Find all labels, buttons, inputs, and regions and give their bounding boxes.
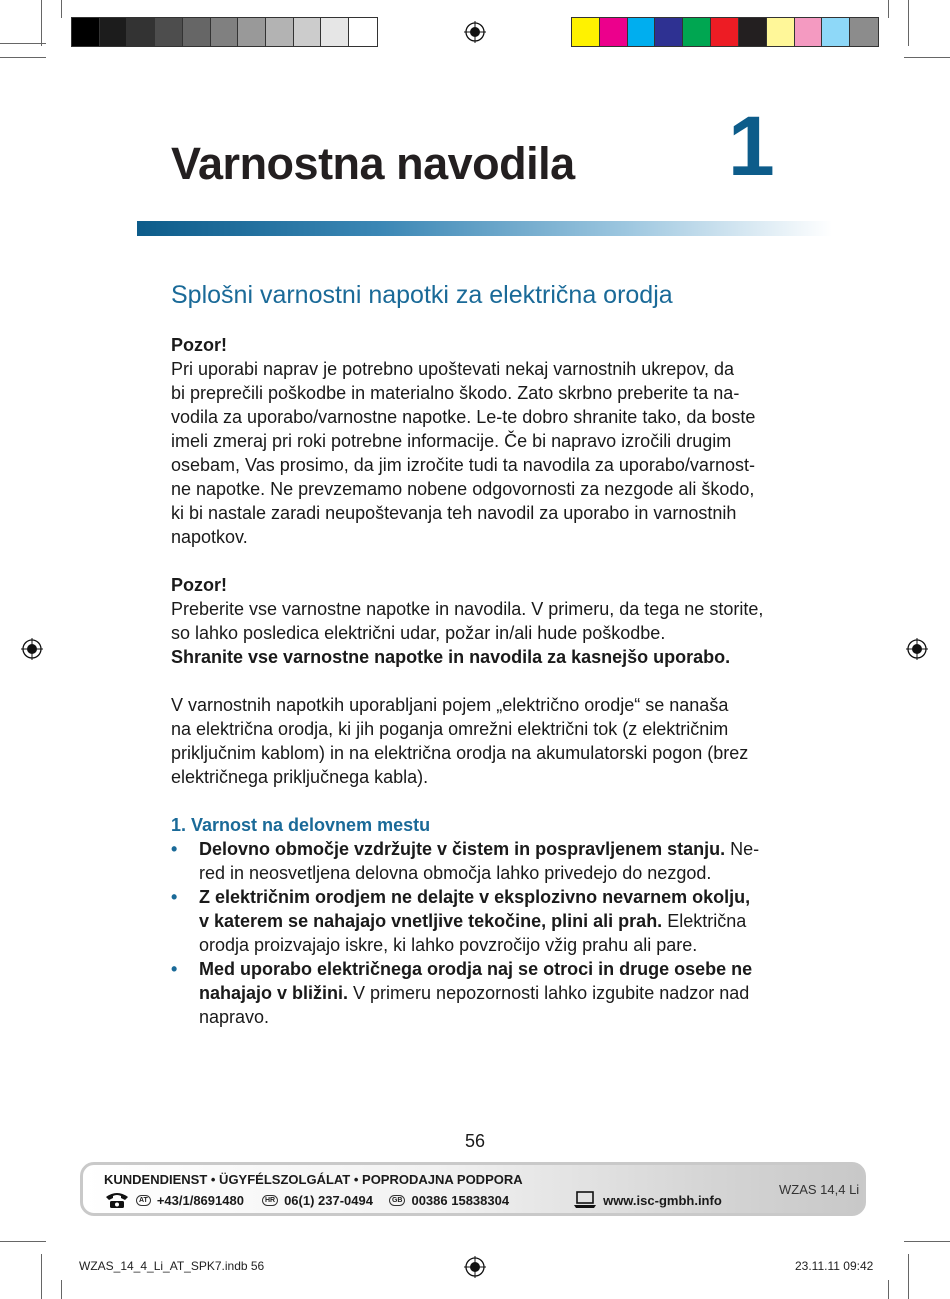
- country-badge: HR: [262, 1195, 278, 1206]
- text-line: imeli zmeraj pri roki potrebne informacije. Če bi napravo izročili drugim: [171, 431, 732, 451]
- crop-mark: [41, 1254, 42, 1299]
- crop-mark: [908, 1254, 909, 1299]
- crop-mark: [41, 0, 42, 46]
- section-heading: 1. Varnost na delovnem mestu: [171, 815, 431, 835]
- bullet-icon: •: [171, 839, 178, 859]
- color-swatch: [711, 18, 739, 46]
- crop-mark: [904, 1241, 950, 1242]
- warning-paragraph: [171, 357, 781, 549]
- gray-swatch: [238, 18, 266, 46]
- phone-number: 00386 15838304: [411, 1192, 510, 1208]
- color-swatch: [628, 18, 656, 46]
- text-line: vodila za uporabo/varnostne napotke. Le-te dobro shranite tako, da boste: [171, 407, 756, 427]
- gray-swatch: [266, 18, 294, 46]
- phone-number: 06(1) 237-0494: [284, 1192, 373, 1208]
- gray-swatch: [294, 18, 322, 46]
- grayscale-calibration-strip: [71, 17, 378, 47]
- text-line: Preberite vse varnostne napotke in navodila. V primeru, da tega ne storite,: [171, 599, 764, 619]
- crop-mark: [61, 1280, 62, 1299]
- text-line: red in neosvetljena delovna območja lahko privedejo do nezgod.: [199, 863, 712, 883]
- color-swatch: [655, 18, 683, 46]
- slug-datetime: 23.11.11 09:42: [795, 1259, 874, 1273]
- text-line: V varnostnih napotkih uporabljani pojem „električno orodje“ se nanaša: [171, 695, 729, 715]
- gray-swatch: [155, 18, 183, 46]
- definition-paragraph: [171, 693, 781, 789]
- text-line: napravo.: [199, 1007, 270, 1027]
- text-line: Pri uporabi naprav je potrebno upoštevati nekaj varnostnih ukrepov, da: [171, 359, 735, 379]
- color-swatch: [767, 18, 795, 46]
- bullet-icon: •: [171, 887, 178, 907]
- text-line: Z električnim orodjem ne delajte v eksplozivno nevarnem okolju,: [199, 887, 751, 907]
- text-line: ne napotke. Ne prevzemamo nobene odgovornosti za nezgode ali škodo,: [171, 479, 755, 499]
- gray-swatch: [211, 18, 239, 46]
- warning-paragraph: [171, 597, 781, 645]
- color-swatch: [739, 18, 767, 46]
- slug-filename: WZAS_14_4_Li_AT_SPK7.indb 56: [79, 1259, 265, 1273]
- page-title: Varnostna navodila: [171, 138, 575, 189]
- laptop-icon: [573, 1191, 597, 1209]
- color-swatch: [683, 18, 711, 46]
- color-swatch: [572, 18, 600, 46]
- crop-mark: [888, 0, 889, 18]
- text-line: napotkov.: [171, 527, 248, 547]
- color-swatch: [600, 18, 628, 46]
- crop-mark: [0, 43, 46, 44]
- text-line: nahajajo v bližini. V primeru nepozornosti lahko izgubite nadzor nad: [199, 983, 750, 1003]
- text-line: v katerem se nahajajo vnetljive tekočine, plini ali prah. Električna: [199, 911, 747, 931]
- text-line: Delovno območje vzdržujte v čistem in pospravljenem stanju. Ne-: [199, 839, 760, 859]
- page-number: 56: [464, 1131, 486, 1151]
- bullet-icon: •: [171, 959, 178, 979]
- telephone-icon: [104, 1191, 130, 1209]
- crop-mark: [908, 0, 909, 46]
- warning-heading: Pozor!: [171, 335, 227, 355]
- crop-mark: [0, 57, 46, 58]
- section-subtitle: Splošni varnostni napotki za električna orodja: [171, 281, 673, 309]
- registration-mark-icon: [464, 21, 486, 43]
- registration-mark-icon: [464, 1256, 486, 1278]
- phone-number: +43/1/8691480: [156, 1192, 244, 1208]
- body-text: [171, 333, 781, 1029]
- gray-swatch: [72, 18, 100, 46]
- list-item: [171, 837, 781, 885]
- registration-mark-icon: [906, 638, 928, 660]
- gray-swatch: [321, 18, 349, 46]
- crop-mark: [904, 57, 950, 58]
- list-item: [171, 957, 781, 1029]
- text-line: bi preprečili poškodbe in materialno škodo. Zato skrbno preberite ta na-: [171, 383, 740, 403]
- registration-mark-icon: [21, 638, 43, 660]
- warning-heading: Pozor!: [171, 575, 227, 595]
- service-line: KUNDENDIENST • ÜGYFÉLSZOLGÁLAT • POPRODAJNA PODPORA: [104, 1172, 523, 1187]
- contact-line: [104, 1191, 722, 1209]
- gray-swatch: [100, 18, 128, 46]
- country-badge: AT: [136, 1195, 151, 1206]
- model-name: WZAS 14,4 Li: [779, 1182, 860, 1197]
- text-line: na električna orodja, ki jih poganja omrežni električni tok (z električnim: [171, 719, 729, 739]
- country-badge: GB: [389, 1195, 406, 1206]
- crop-mark: [888, 1280, 889, 1299]
- gray-swatch: [127, 18, 155, 46]
- crop-mark: [61, 0, 62, 18]
- color-swatch: [795, 18, 823, 46]
- text-line: orodja proizvajajo iskre, ki lahko povzročijo vžig prahu ali pare.: [199, 935, 698, 955]
- gray-swatch: [349, 18, 377, 46]
- warning-emphasis: Shranite vse varnostne napotke in navodila za kasnejšo uporabo.: [171, 647, 731, 667]
- text-line: osebam, Vas prosimo, da jim izročite tudi ta navodila za uporabo/varnost-: [171, 455, 755, 475]
- text-line: so lahko posledica električni udar, požar in/ali hude poškodbe.: [171, 623, 666, 643]
- list-item: [171, 885, 781, 957]
- color-swatch: [850, 18, 878, 46]
- gray-swatch: [183, 18, 211, 46]
- crop-mark: [0, 1241, 46, 1242]
- header-gradient-bar: [137, 221, 832, 236]
- bullet-list: [171, 837, 781, 1029]
- color-swatch: [822, 18, 850, 46]
- color-calibration-strip: [571, 17, 879, 47]
- website-link[interactable]: www.isc-gmbh.info: [603, 1192, 722, 1208]
- text-line: priključnim kablom) in na električna orodja na akumulatorski pogon (brez: [171, 743, 749, 763]
- text-line: ki bi nastale zaradi neupoštevanja teh navodil za uporabo in varnostnih: [171, 503, 737, 523]
- chapter-number: 1: [728, 99, 775, 193]
- text-line: električnega priključnega kabla).: [171, 767, 429, 787]
- text-line: Med uporabo električnega orodja naj se otroci in druge osebe ne: [199, 959, 753, 979]
